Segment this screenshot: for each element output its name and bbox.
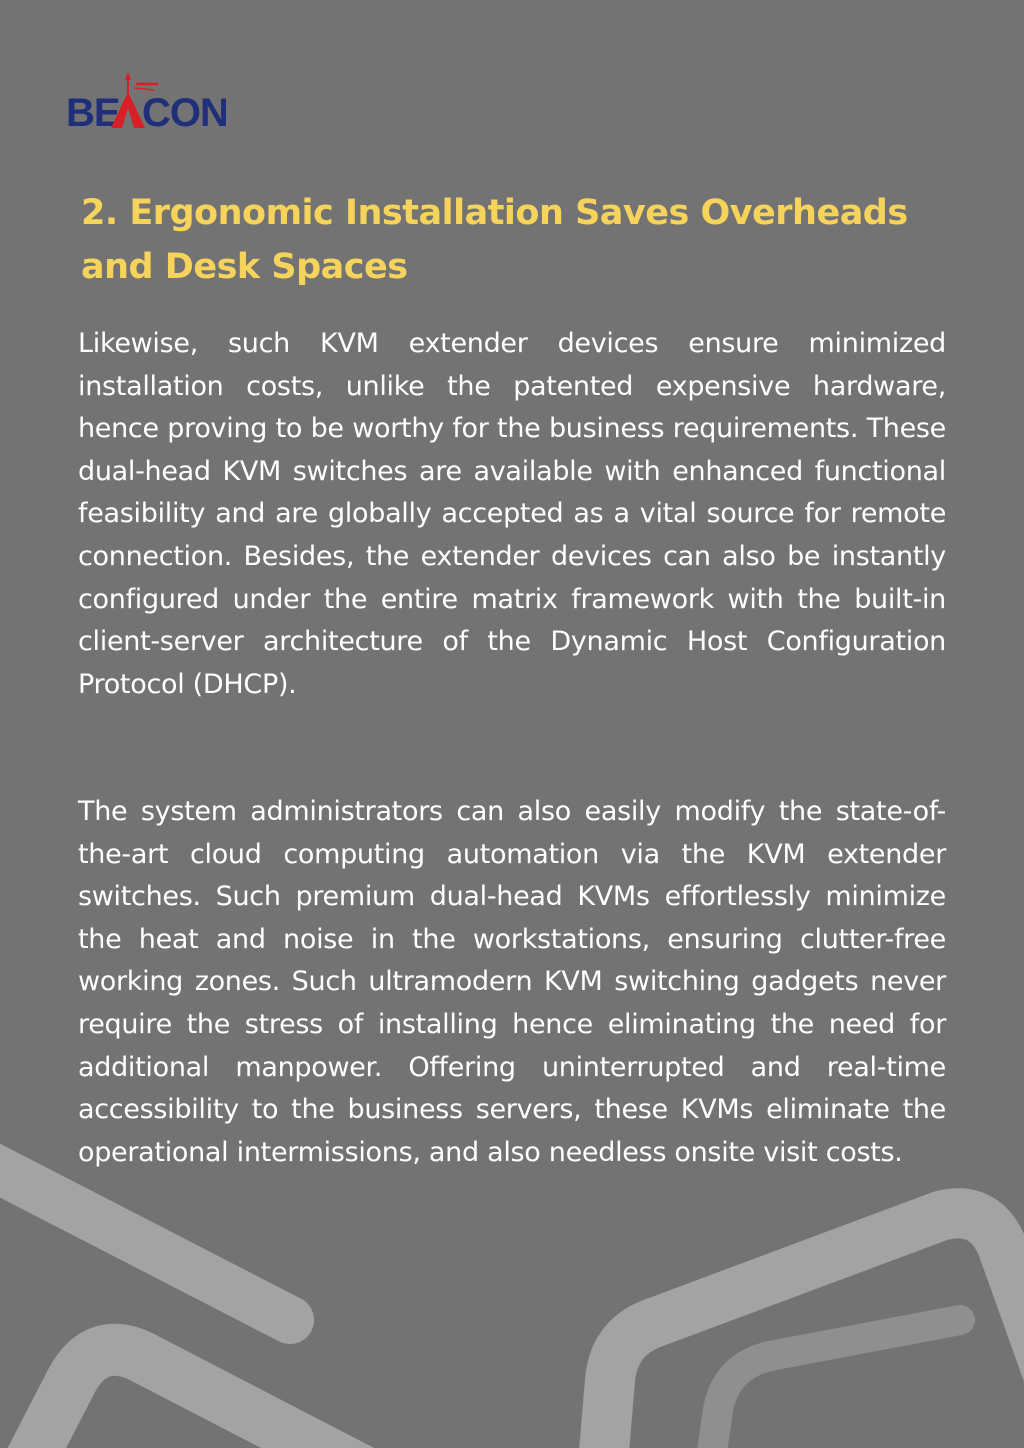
decor-rounded-triangle-left <box>10 1350 360 1448</box>
logo-text-right: CON <box>142 91 226 132</box>
beacon-logo <box>66 68 226 132</box>
decor-band-left-upper <box>0 1150 290 1320</box>
decor-inner-curve-right <box>705 1320 960 1448</box>
paragraph-1: Likewise, such KVM extender devices ensure minimized installation costs, unlike the patented expensive hardware, hence proving to be worthy for the business requirements. These dual-head KVM switches are available with enhanced functional feasibility and are globally accepted as a vital source for remote connection. Besides, the extender devices can also be instantly configured under the entire matrix framework with the built-in client-server architecture of the Dynamic Host Configuration Protocol (DHCP). <box>78 328 946 700</box>
section-title: 2. Ergonomic Installation Saves Overheads and Desk Spaces <box>81 193 908 287</box>
logo-text-left: BE <box>66 91 120 132</box>
paragraph-2: The system administrators can also easily modify the state-of-the-art cloud computing automation via the KVM extender switches. Such premium dual-head KVMs effortlessly minimize the heat and noise in the workstations, ensuring clutter-free working zones. Such ultramodern KVM switching gadgets never require the stress of installing hence eliminating the need for additional manpower. Offering uninterrupted and real-time accessibility to the business servers, these KVMs eliminate the operational intermissions, and also needless onsite visit costs. <box>78 796 946 1168</box>
